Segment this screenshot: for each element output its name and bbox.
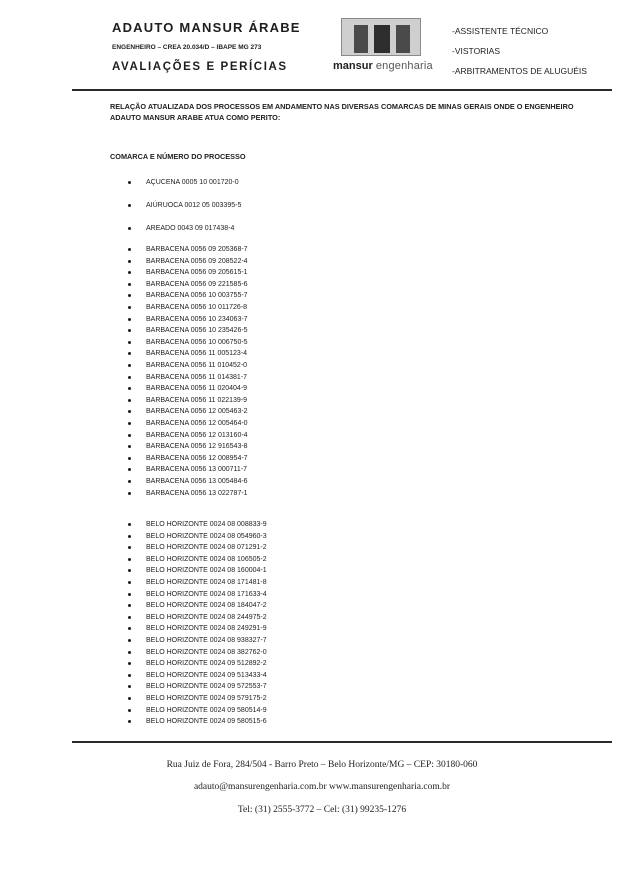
bullet-icon (128, 535, 131, 538)
bullet-icon (128, 387, 131, 390)
process-number: BELO HORIZONTE 0024 09 580515-6 (146, 718, 267, 726)
bullet-icon (128, 271, 131, 274)
bullet-icon (128, 593, 131, 596)
process-number: BELO HORIZONTE 0024 08 054960-3 (146, 532, 267, 540)
header-divider (72, 89, 612, 91)
bullet-icon (128, 651, 131, 654)
process-number: BELO HORIZONTE 0024 08 938327-7 (146, 637, 267, 644)
company-logo (333, 18, 433, 74)
logo-wordmark (333, 60, 433, 72)
bullet-icon (128, 329, 131, 332)
bullet-icon (128, 227, 131, 230)
bullet-icon (128, 422, 131, 425)
registration-line: ENGENHEIRO – CREA 20.034/D – IBAPE MG 273 (112, 44, 262, 51)
footer-phones: Tel: (31) 2555-3772 – Cel: (31) 99235-1276 (237, 805, 407, 815)
process-number: BARBACENA 0056 13 005484-6 (146, 478, 248, 485)
process-number: BELO HORIZONTE 0024 09 580514-9 (146, 706, 267, 714)
process-number: AIÚRUOCA 0012 05 003395-5 (146, 202, 242, 209)
intro-paragraph: RELAÇÃO ATUALIZADA DOS PROCESSOS EM ANDAMENTO NAS DIVERSAS COMARCAS DE MINAS GERAIS ONDE O ENGENHEIRO ADAUTO MANSUR ARABE ATUA COMO PERITO: (110, 102, 574, 122)
bullet-icon (128, 709, 131, 712)
bullet-icon (128, 492, 131, 495)
process-number: BARBACENA 0056 12 916543-8 (146, 443, 248, 451)
process-number: BARBACENA 0056 10 006750-5 (146, 338, 248, 346)
bullet-icon (128, 260, 131, 263)
process-number: BELO HORIZONTE 0024 08 106505-2 (146, 555, 267, 563)
bullet-icon (128, 639, 131, 642)
process-number: BELO HORIZONTE 0024 08 249291-9 (146, 625, 267, 633)
process-number: BELO HORIZONTE 0024 08 184047-2 (146, 602, 267, 610)
process-number: BARBACENA 0056 09 205615-1 (146, 269, 248, 277)
process-number: BARBACENA 0056 11 020404-9 (146, 385, 248, 393)
bullet-icon (128, 616, 131, 619)
bullet-icon (128, 294, 131, 297)
process-number: BARBACENA 0056 12 008954-7 (146, 454, 248, 462)
bullet-icon (128, 569, 131, 572)
specialty-line: AVALIAÇÕES E PERÍCIAS (112, 61, 288, 73)
process-number: BARBACENA 0056 12 005463-2 (146, 408, 248, 416)
bullet-icon (128, 341, 131, 344)
bullet-icon (128, 318, 131, 321)
process-number: AÇUCENA 0005 10 001720-0 (146, 179, 239, 186)
process-number: BARBACENA 0056 09 221585-6 (146, 280, 248, 288)
process-number: BELO HORIZONTE 0024 08 160004-1 (146, 567, 267, 575)
bullet-icon (128, 581, 131, 584)
bullet-icon (128, 685, 131, 688)
process-number: BELO HORIZONTE 0024 08 171633-4 (146, 590, 267, 598)
bullet-icon (128, 662, 131, 665)
process-number: BELO HORIZONTE 0024 08 382762-0 (146, 648, 267, 656)
process-number: BARBACENA 0056 10 011726-8 (146, 304, 248, 311)
process-number: BARBACENA 0056 12 005464-0 (146, 420, 248, 427)
bullet-icon (128, 410, 131, 413)
process-number: BARBACENA 0056 12 013160-4 (146, 431, 248, 439)
process-number: BARBACENA 0056 11 022139-9 (146, 396, 248, 404)
bullet-icon (128, 283, 131, 286)
process-number: BELO HORIZONTE 0024 08 244975-2 (146, 613, 267, 621)
footer-address: Rua Juiz de Fora, 284/504 - Barro Preto – Belo Horizonte/MG – CEP: 30180-060 (166, 760, 478, 770)
process-number: BARBACENA 0056 13 022787-1 (146, 489, 248, 497)
process-number: BARBACENA 0056 10 234063-7 (146, 315, 248, 323)
footer-divider (72, 741, 612, 743)
bullet-icon (128, 181, 131, 184)
process-number: BELO HORIZONTE 0024 09 513433-4 (146, 671, 267, 679)
process-number: BARBACENA 0056 11 014381-7 (146, 373, 248, 381)
bullet-icon (128, 445, 131, 448)
process-number: BARBACENA 0056 09 208522-4 (146, 257, 248, 265)
process-number: BARBACENA 0056 09 205368-7 (146, 246, 248, 253)
bullet-icon (128, 306, 131, 309)
engineer-name: ADAUTO MANSUR ÁRABE (112, 20, 301, 35)
process-number: BARBACENA 0056 13 000711-7 (146, 466, 248, 474)
bullet-icon (128, 468, 131, 471)
bullet-icon (128, 457, 131, 460)
bullet-icon (128, 248, 131, 251)
process-number: BELO HORIZONTE 0024 08 071291-2 (146, 544, 267, 552)
logo-word-bold: mansur (333, 60, 373, 72)
bullet-icon (128, 434, 131, 437)
process-number: BELO HORIZONTE 0024 09 572553-7 (146, 683, 267, 691)
service-item: -ARBITRAMENTOS DE ALUGUÉIS (452, 66, 587, 76)
bullet-icon (128, 627, 131, 630)
services-list (452, 21, 587, 81)
process-number: BARBACENA 0056 11 005123-4 (146, 350, 248, 358)
bullet-icon (128, 523, 131, 526)
bullet-icon (128, 697, 131, 700)
bullet-icon (128, 352, 131, 355)
process-number: BELO HORIZONTE 0024 09 579175-2 (146, 695, 267, 702)
bullet-icon (128, 376, 131, 379)
bullet-icon (128, 204, 131, 207)
process-number: BELO HORIZONTE 0024 09 512892-2 (146, 660, 267, 668)
process-number: BARBACENA 0056 11 010452-0 (146, 362, 248, 369)
process-number: BELO HORIZONTE 0024 08 171481-8 (146, 579, 267, 586)
logo-word-light: engenharia (375, 60, 433, 72)
bullet-icon (128, 720, 131, 723)
bullet-icon (128, 399, 131, 402)
bullet-icon (128, 546, 131, 549)
bullet-icon (128, 480, 131, 483)
process-number: BARBACENA 0056 10 003755-7 (146, 292, 248, 300)
service-item: -VISTORIAS (452, 46, 501, 56)
bullet-icon (128, 674, 131, 677)
bullet-icon (128, 558, 131, 561)
logo-columns-icon (341, 18, 421, 56)
section-title: COMARCA E NÚMERO DO PROCESSO (110, 152, 246, 161)
process-number: BELO HORIZONTE 0024 08 008833-9 (146, 521, 267, 528)
process-number: AREADO 0043 09 017438-4 (146, 225, 235, 232)
bullet-icon (128, 364, 131, 367)
bullet-icon (128, 604, 131, 607)
process-number: BARBACENA 0056 10 235426-5 (146, 327, 248, 335)
service-item: -ASSISTENTE TÉCNICO (452, 26, 549, 36)
footer-contact-web: adauto@mansurengenharia.com.br www.mansurengenharia.com.br (193, 782, 451, 792)
